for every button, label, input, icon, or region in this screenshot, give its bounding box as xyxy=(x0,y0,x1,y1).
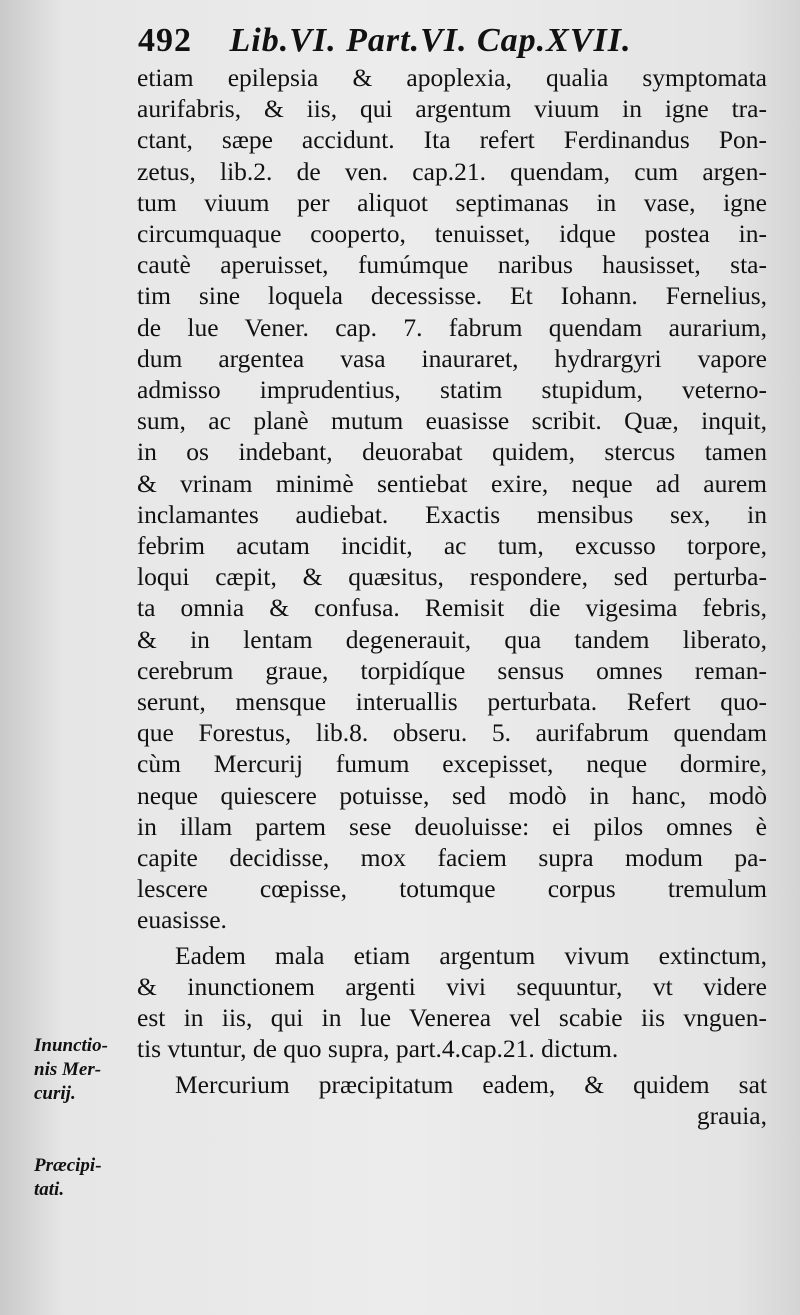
text-line: zetus, lib.2. de ven. cap.21. quendam, cum argen- xyxy=(137,156,767,186)
text-line: que Forestus, lib.8. obseru. 5. aurifabrum quendam xyxy=(137,718,767,748)
paragraph-line: tis vtuntur, de quo supra, part.4.cap.21. dictum. xyxy=(137,1034,619,1064)
running-title: Lib.VI. Part.VI. Cap.XVII. xyxy=(229,22,632,59)
text-line: circumquaque cooperto, tenuisset, idque postea in- xyxy=(137,219,767,249)
paragraph-line: Mercurium præcipitatum eadem, & quidem sat xyxy=(175,1069,767,1099)
catchword: grauia, xyxy=(696,1100,767,1130)
paragraph-line: Eadem mala etiam argentum vivum extinctum, xyxy=(175,940,767,970)
text-line: & in lentam degenerauit, qua tandem liberato, xyxy=(137,624,767,654)
text-line: tum viuum per aliquot septimanas in vase, igne xyxy=(137,187,767,217)
text-line: in os indebant, deuorabat quidem, stercus tamen xyxy=(137,437,767,467)
text-line: serunt, mensque interuallis perturbata. Refert quo- xyxy=(137,687,767,717)
paragraph-line: & inunctionem argenti vivi sequuntur, vt videre xyxy=(137,971,767,1001)
text-line: euasisse. xyxy=(137,905,227,935)
text-line: febrim acutam incidit, ac tum, excusso torpore, xyxy=(137,531,767,561)
margin-note-line: nis Mer- xyxy=(34,1059,102,1080)
text-line: & vrinam minimè sentiebat exire, neque ad aurem xyxy=(137,468,767,498)
margin-note-line: curij. xyxy=(34,1083,76,1104)
margin-note-line: tati. xyxy=(34,1179,65,1200)
text-line: ta omnia & confusa. Remisit die vigesima febris, xyxy=(137,593,767,623)
text-line: inclamantes audiebat. Exactis mensibus sex, in xyxy=(137,499,767,529)
main-text-block xyxy=(137,62,767,1131)
paragraph-line: est in iis, qui in lue Venerea vel scabie iis vnguen- xyxy=(137,1003,767,1033)
text-line: neque quiescere potuisse, sed modò in hanc, modò xyxy=(137,780,767,810)
text-line: aurifabris, & iis, qui argentum viuum in igne tra- xyxy=(137,94,767,124)
text-line: admisso imprudentius, statim stupidum, veterno- xyxy=(137,375,767,405)
text-line: capite decidisse, mox faciem supra modum pa- xyxy=(137,843,767,873)
running-header xyxy=(138,22,631,60)
margin-note-line: Inunctio- xyxy=(34,1035,108,1056)
margin-note-inunctio xyxy=(34,1034,108,1106)
text-line: lescere cœpisse, totumque corpus tremulum xyxy=(137,874,767,904)
text-line: etiam epilepsia & apoplexia, qualia symptomata xyxy=(137,63,767,92)
page-number: 492 xyxy=(138,22,192,59)
margin-note-praecipitati xyxy=(34,1154,102,1202)
text-line: cerebrum graue, torpidíque sensus omnes reman- xyxy=(137,655,767,685)
text-line: de lue Vener. cap. 7. fabrum quendam aurarium, xyxy=(137,312,767,342)
text-line: cùm Mercurij fumum excepisset, neque dormire, xyxy=(137,749,767,779)
text-line: dum argentea vasa inauraret, hydrargyri vapore xyxy=(137,343,767,373)
text-line: cautè aperuisset, fumúmque naribus hausisset, sta- xyxy=(137,250,767,280)
text-line: sum, ac planè mutum euasisse scribit. Quæ, inquit, xyxy=(137,406,767,436)
text-line: tim sine loquela decessisse. Et Iohann. Fernelius, xyxy=(137,281,767,311)
text-line: ctant, sæpe accidunt. Ita refert Ferdinandus Pon- xyxy=(137,125,767,155)
text-line: in illam partem sese deuoluisse: ei pilos omnes è xyxy=(137,811,767,841)
margin-note-line: Præcipi- xyxy=(34,1155,102,1176)
text-line: loqui cæpit, & quæsitus, respondere, sed perturba- xyxy=(137,562,767,592)
